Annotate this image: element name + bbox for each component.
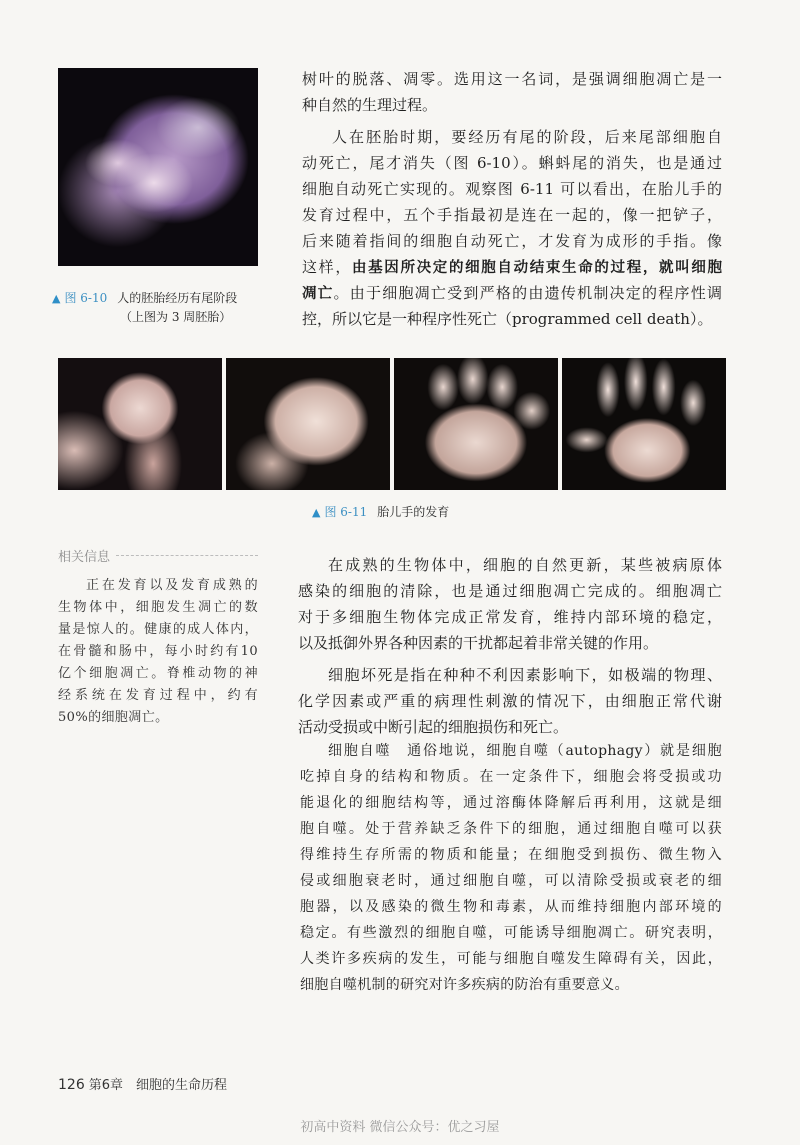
text-line: 细胞自动死亡实现的。观察图 6-11 可以看出，在胎儿手的 xyxy=(302,180,722,198)
text-line: 胞器，以及感染的微生物和毒素，从而维持细胞内部环境的 xyxy=(300,899,722,915)
text-line: 得维持生存所需的物质和能量；在细胞受到损伤、微生物入 xyxy=(300,847,722,863)
page-number: 126 xyxy=(58,1077,85,1093)
watermark: 初高中资料 微信公众号：优之习屋 xyxy=(300,1120,500,1135)
sidebar-line: 50%的细胞凋亡。 xyxy=(58,710,169,725)
sidebar-line: 经系统在发育过程中，约有 xyxy=(58,688,258,703)
lower-text-block xyxy=(298,552,722,740)
fetal-hand-photo-stage-3 xyxy=(394,358,558,490)
caption-line: （上图为 3 周胚胎） xyxy=(120,310,232,324)
text-line: 发育过程中，五个手指最初是连在一起的，像一把铲子， xyxy=(302,206,722,224)
sidebar-line: 量是惊人的。健康的成人体内， xyxy=(58,622,258,637)
text-line: 活动受损或中断引起的细胞损伤和死亡。 xyxy=(298,718,569,736)
text-line: 人类许多疾病的发生，可能与细胞自噬发生障碍有关，因此， xyxy=(300,951,722,967)
text-line: 细胞自噬 通俗地说，细胞自噬（autophagy）就是细胞 xyxy=(328,743,722,759)
text-line: 动死亡，尾才消失（图 6-10）。蝌蚪尾的消失，也是通过 xyxy=(302,154,722,172)
text-line: 种自然的生理过程。 xyxy=(302,96,438,114)
figure-6-11-caption xyxy=(312,503,449,522)
sidebar-related-info xyxy=(58,546,258,729)
text-line: 细胞坏死是指在种种不利因素影响下，如极端的物理、 xyxy=(328,666,722,684)
fetal-hand-photo-stage-2 xyxy=(226,358,390,490)
text-plain: 这样， xyxy=(302,258,352,276)
text-line: 以及抵御外界各种因素的干扰都起着非常关键的作用。 xyxy=(298,634,659,652)
text-line: 树叶的脱落、凋零。选用这一名词，是强调细胞凋亡是一 xyxy=(302,70,722,88)
caption-text: 胎儿手的发育 xyxy=(377,505,450,519)
autophagy-paragraph xyxy=(300,738,722,998)
text-line: 细胞自噬机制的研究对许多疾病的防治有重要意义。 xyxy=(300,977,629,993)
text-line: 侵或细胞衰老时，通过细胞自噬，可以清除受损或衰老的细 xyxy=(300,873,722,889)
text-line: 化学因素或严重的病理性刺激的情况下，由细胞正常代谢 xyxy=(298,692,722,710)
figure-6-10-caption xyxy=(52,289,292,326)
text-line: 控，所以它是一种程序性死亡（programmed cell death）。 xyxy=(302,310,713,328)
text-line: 能退化的细胞结构等，通过溶酶体降解后再利用，这就是细 xyxy=(300,795,722,811)
text-line: 在成熟的生物体中，细胞的自然更新，某些被病原体 xyxy=(328,556,722,574)
sidebar-title: 相关信息 xyxy=(58,550,111,565)
sidebar-divider xyxy=(116,555,258,556)
embryo-photo xyxy=(58,68,258,266)
triangle-icon: ▲ xyxy=(52,292,61,305)
triangle-icon: ▲ xyxy=(312,506,321,519)
chapter-title: 第6章 细胞的生命历程 xyxy=(88,1078,228,1093)
fetal-hand-photo-stage-4 xyxy=(562,358,726,490)
sidebar-line: 正在发育以及发育成熟的 xyxy=(86,578,258,593)
definition-bold: 由基因所决定的细胞自动结束生命的过程，就叫细胞 xyxy=(351,260,722,276)
text-line: 对于多细胞生物体完成正常发育，维持内部环境的稳定， xyxy=(298,608,722,626)
text-line: 感染的细胞的清除，也是通过细胞凋亡完成的。细胞凋亡 xyxy=(298,582,722,600)
definition-bold: 凋亡 xyxy=(302,286,334,302)
text-line: 稳定。有些激烈的细胞自噬，可能诱导细胞凋亡。研究表明， xyxy=(300,925,722,941)
top-text-block xyxy=(302,66,722,332)
caption-line: 人的胚胎经历有尾阶段 xyxy=(117,291,238,305)
text-line: 吃掉自身的结构和物质。在一定条件下，细胞会将受损或功 xyxy=(300,769,722,785)
sidebar-line: 亿个细胞凋亡。脊椎动物的神 xyxy=(58,666,258,681)
text-plain: 。由于细胞凋亡受到严格的由遗传机制决定的程序性调 xyxy=(333,284,722,302)
figure-label: 图 6-10 xyxy=(64,291,108,305)
sidebar-text xyxy=(58,575,258,729)
text-line xyxy=(302,254,722,280)
fetal-hand-photo-stage-1 xyxy=(58,358,222,490)
sidebar-line: 生物体中，细胞发生凋亡的数 xyxy=(58,600,258,615)
sidebar-line: 在骨髓和肠中，每小时约有10 xyxy=(58,644,258,659)
text-line: 胞自噬。处于营养缺乏条件下的细胞，通过细胞自噬可以获 xyxy=(300,821,722,837)
page-footer xyxy=(58,1074,227,1093)
figure-label: 图 6-11 xyxy=(324,505,368,519)
text-line xyxy=(302,280,722,306)
text-line: 后来随着指间的细胞自动死亡，才发育为成形的手指。像 xyxy=(302,232,722,250)
text-line: 人在胚胎时期，要经历有尾的阶段，后来尾部细胞自 xyxy=(332,128,722,146)
